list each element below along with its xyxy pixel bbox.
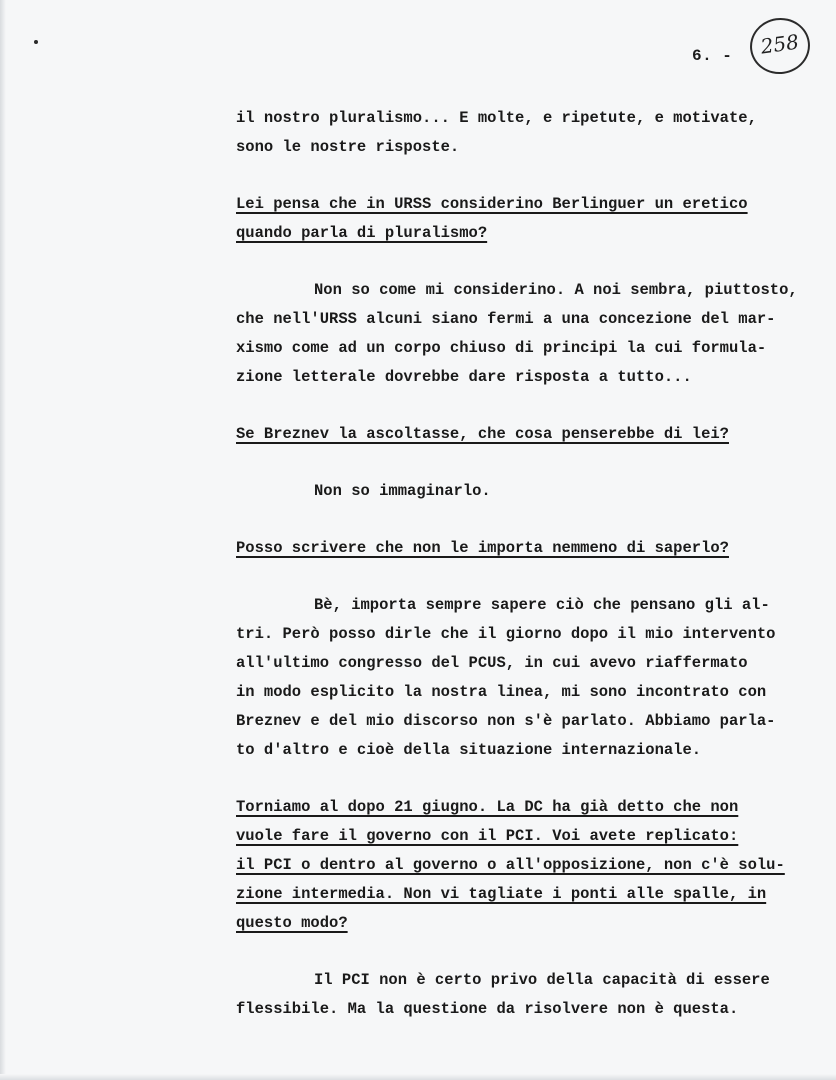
text-line: quando parla di pluralismo? (236, 224, 488, 242)
page-bottom-shadow (0, 1074, 836, 1080)
text-line: Torniamo al dopo 21 giugno. La DC ha già detto che non (236, 798, 739, 816)
interview-answer (236, 591, 836, 765)
text-line: to d'altro e cioè della situazione internazionale. (236, 741, 702, 759)
text-line: Breznev e del mio discorso non s'è parlato. Abbiamo parla- (236, 712, 776, 730)
text-line: che nell'URSS alcuni siano fermi a una concezione del mar- (236, 310, 776, 328)
interview-question (236, 534, 836, 563)
text-line: Non so immaginarlo. (314, 482, 491, 500)
paragraph-gap (236, 506, 836, 534)
text-line: il nostro pluralismo... E molte, e ripetute, e motivate, (236, 109, 757, 127)
interview-answer (236, 276, 836, 392)
text-line: tri. Però posso dirle che il giorno dopo il mio intervento (236, 625, 776, 643)
text-line: sono le nostre risposte. (236, 138, 460, 156)
interview-question (236, 793, 836, 938)
page-number: 6. - (692, 47, 733, 65)
text-line: zione intermedia. Non vi tagliate i ponti alle spalle, in (236, 885, 767, 903)
paragraph-gap (236, 248, 836, 276)
text-line: il PCI o dentro al governo o all'opposizione, non c'è solu- (236, 856, 785, 874)
text-line: Bè, importa sempre sapere ciò che pensano gli al- (314, 596, 770, 614)
text-line: vuole fare il governo con il PCI. Voi avete replicato: (236, 827, 739, 845)
interview-answer (236, 477, 836, 506)
text-line: questo modo? (236, 914, 348, 932)
paragraph-gap (236, 162, 836, 190)
text-line: Posso scrivere che non le importa nemmeno di saperlo? (236, 539, 729, 557)
text-line: Il PCI non è certo privo della capacità di essere (314, 971, 770, 989)
text-line: all'ultimo congresso del PCUS, in cui avevo riaffermato (236, 654, 748, 672)
text-line: Se Breznev la ascoltasse, che cosa penserebbe di lei? (236, 425, 729, 443)
paragraph-gap (236, 938, 836, 966)
text-line: flessibile. Ma la questione da risolvere non è questa. (236, 1000, 739, 1018)
stamp-number: 258 (759, 29, 801, 59)
paragraph-gap (236, 563, 836, 591)
typewritten-body (236, 104, 836, 1024)
interview-question (236, 190, 836, 248)
paragraph-gap (236, 449, 836, 477)
page-edge-shadow (0, 0, 6, 1080)
paragraph-gap (236, 765, 836, 793)
text-line: zione letterale dovrebbe dare risposta a tutto... (236, 368, 692, 386)
text-line: Lei pensa che in URSS considerino Berlinguer un eretico (236, 195, 748, 213)
interview-answer (236, 104, 836, 162)
punch-hole-mark (34, 40, 38, 44)
text-line: in modo esplicito la nostra linea, mi sono incontrato con (236, 683, 767, 701)
paragraph-gap (236, 392, 836, 420)
archive-stamp (746, 14, 813, 78)
interview-answer (236, 966, 836, 1024)
text-line: Non so come mi considerino. A noi sembra, piuttosto, (314, 281, 798, 299)
interview-question (236, 420, 836, 449)
text-line: xismo come ad un corpo chiuso di principi la cui formula- (236, 339, 767, 357)
